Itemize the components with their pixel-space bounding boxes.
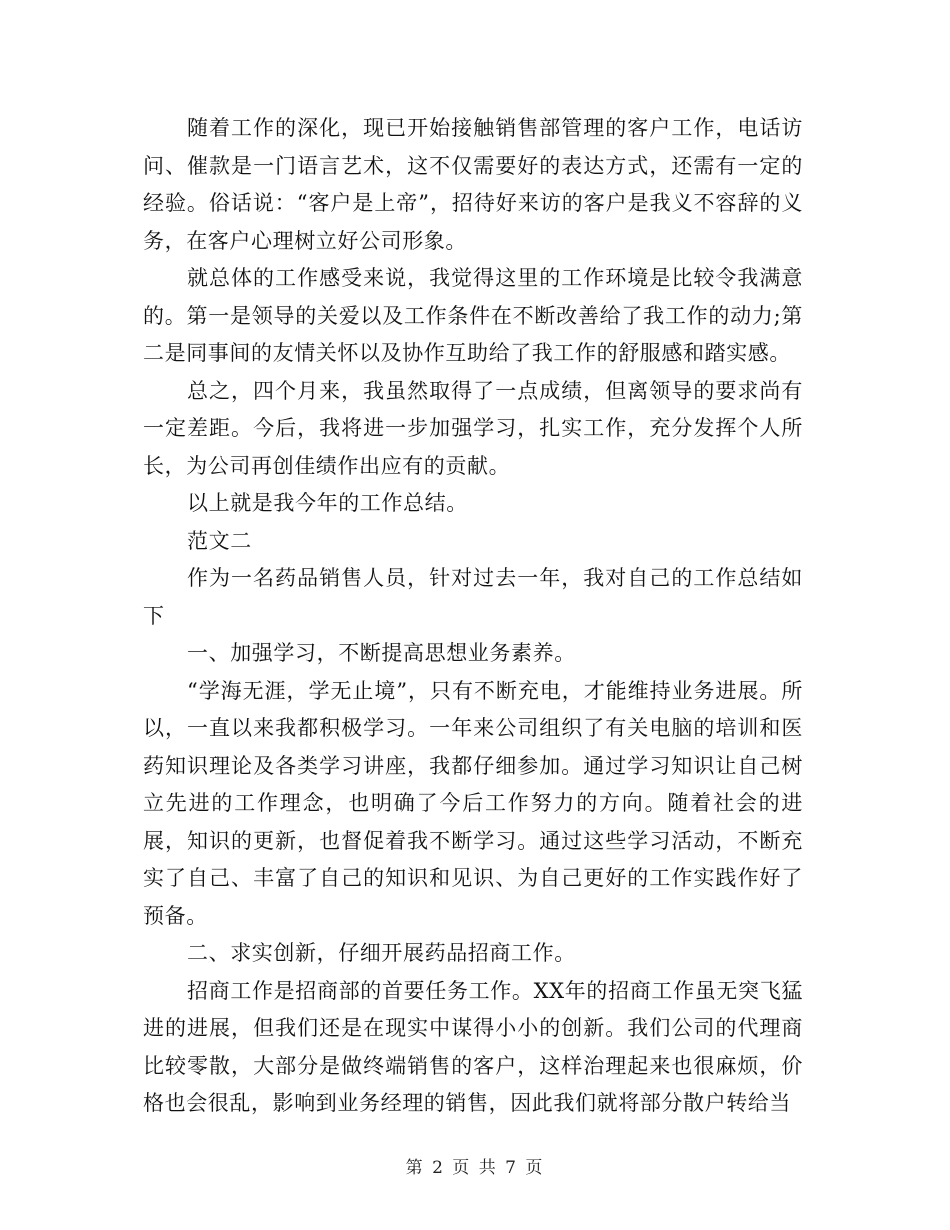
paragraph: 作为一名药品销售人员，针对过去一年，我对自己的工作总结如下: [143, 566, 803, 628]
footer-prefix: 第: [405, 1158, 425, 1178]
section-heading: 二、求实创新，仔细开展药品招商工作。: [187, 941, 576, 965]
paragraph: 招商工作是招商部的首要任务工作。XX年的招商工作虽无突飞猛进的进展，但我们还是在现实中谋得小小的创新。我们公司的代理商比较零散，大部分是做终端销售的客户，这样治理起来也很麻烦，价格也会很乱，影响到业务经理的销售，因此我们就将部分散户转给当: [143, 978, 803, 1115]
footer-total-pages: 7: [505, 1158, 518, 1178]
paragraph: “学海无涯，学无止境”，只有不断充电，才能维持业务进展。所以，一直以来我都积极学习。一年来公司组织了有关电脑的培训和医药知识理论及各类学习讲座，我都仔细参加。通过学习知识让自己树立先进的工作理念，也明确了今后工作努力的方向。随着社会的进展，知识的更新，也督促着我不断学习。通过这些学习活动，不断充实了自己、丰富了自己的知识和见识、为自己更好的工作实践作好了预备。: [143, 678, 803, 928]
paragraph: 随着工作的深化，现已开始接触销售部管理的客户工作，电话访问、催款是一门语言艺术，这不仅需要好的表达方式，还需有一定的经验。俗话说：“客户是上帝”，招待好来访的客户是我义不容辞的义务，在客户心理树立好公司形象。: [143, 116, 803, 253]
section-heading: 范文二: [187, 528, 252, 553]
footer-suffix: 页: [525, 1158, 545, 1178]
footer-middle: 页 共: [452, 1158, 498, 1178]
page-footer: [0, 1153, 950, 1178]
footer-current-page: 2: [432, 1158, 445, 1178]
paragraph: 总之，四个月来，我虽然取得了一点成绩，但离领导的要求尚有一定差距。今后，我将进一步加强学习，扎实工作，充分发挥个人所长，为公司再创佳绩作出应有的贡献。: [143, 378, 803, 478]
paragraph: 以上就是我今年的工作总结。: [187, 491, 468, 515]
section-heading: 一、加强学习，不断提高思想业务素养。: [187, 641, 576, 665]
document-body: [143, 110, 803, 1123]
paragraph: 就总体的工作感受来说，我觉得这里的工作环境是比较令我满意的。第一是领导的关爱以及工作条件在不断改善给了我工作的动力;第二是同事间的友情关怀以及协作互助给了我工作的舒服感和踏实感。: [143, 266, 803, 365]
